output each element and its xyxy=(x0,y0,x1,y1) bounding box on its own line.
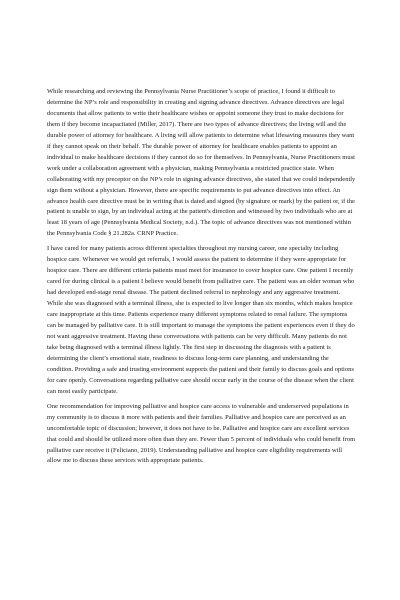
paragraph-advance-directives: While researching and reviewing the Pennsylvania Nurse Practitioner’s scope of practice, I found it difficult to determine the NP’s role and responsibility in creating and signing advance directives. Advance directives are legal documents that allow patients to write their healthcare wishes or appoint someone they trust to make decisions for them if they become incapacitated (Miller, 2017). There are two types of advance directives; the living will and the durable power of attorney for healthcare. A living will allow patients to determine what lifesaving measures they want if they cannot speak on their behalf. The durable power of attorney for healthcare enables patients to appoint an individual to make healthcare decisions if they cannot do so for themselves. In Pennsylvania, Nurse Practitioners must work under a collaboration agreement with a physician, making Pennsylvania a restricted practice state. When collaborating with my preceptor on the NP’s role in signing advance directives, she stated that we could independently sign them without a physician. However, there are specific requirements to put advance directives into effect. An advance health care directive must be in writing that is dated and signed (by signature or mark) by the patient or, if the patient is unable to sign, by an individual acting at the patient's direction and witnessed by two individuals who are at least 18 years of age (Pennsylvania Medical Society, n.d.). The topic of advance directives was not mentioned within the Pennsylvania Code § 21.282a. CRNP Practice. xyxy=(47,88,356,238)
paragraph-recommendation: One recommendation for improving palliative and hospice care access to vulnerable and underserved populations in my community is to discuss it more with patients and their families. Palliative and hospice care are perceived as an uncomfortable topic of discussion; however, it does not have to be. Palliative and hospice care are excellent services that could and should be utilized more often than they are. Fewer than 5 percent of individuals who could benefit from palliative care receive it (Feliciano, 2019). Understanding palliative and hospice care eligibility requirements will allow me to discuss these services with appropriate patients. xyxy=(47,402,356,465)
paragraph-hospice-care: I have cared for many patients across different specialties throughout my nursing career, one specialty including hospice care. Whenever we would get referrals, I would assess the patient to determine if they were appropriate for hospice care. There are different criteria patients must meet for insurance to cover hospice care. One patient I recently cared for during clinical is a patient I believe would benefit from palliative care. The patient was an older woman who had developed end-stage renal disease. The patient declined referral to nephrology and any aggressive treatment. While she was diagnosed with a terminal illness, she is expected to live longer than six months, which makes hospice care inappropriate at this time. Patients experience many different symptoms related to renal failure. The symptoms can be managed by palliative care. It is still important to manage the symptoms the patient experiences even if they do not want aggressive treatment. Having these conversations with patients can be very difficult. Many patients do not take being diagnosed with a terminal illness lightly. The first step in discussing the diagnosis with a patient is determining the client’s emotional state, readiness to discuss long-term care planning, and understanding the condition. Providing a safe and trusting environment supports the patient and their family to discuss goals and options for care openly. Conversations regarding palliative care should occur early in the course of the disease when the client can most easily participate. xyxy=(47,245,355,395)
